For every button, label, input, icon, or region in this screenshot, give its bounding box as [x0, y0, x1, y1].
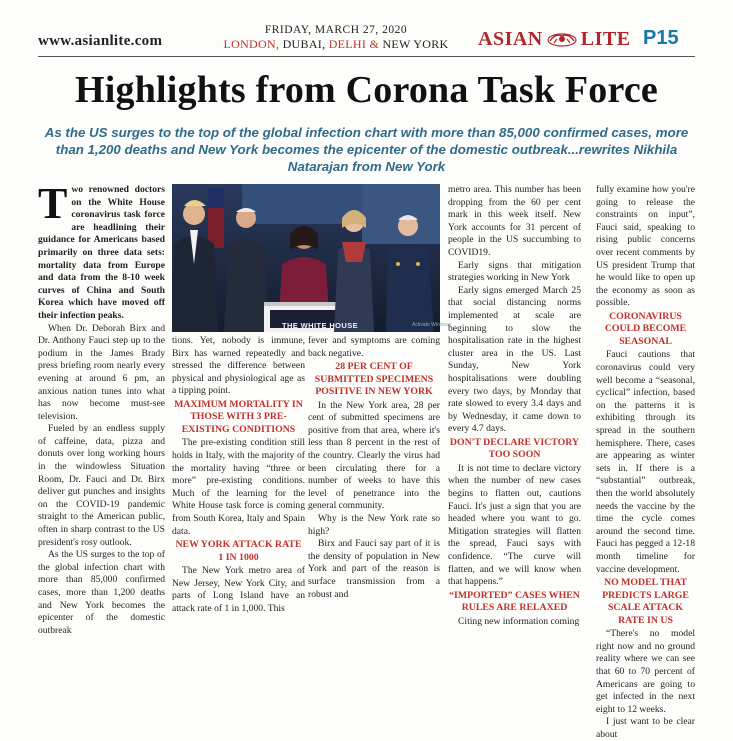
lede-text: wo renowned doctors on the White House coronavirus task force are headlining their guidance for Americans based primarily on three data sets: mortality data from Europe and data from the 8-10 week curves of China and South Korea which have moved off their infection peaks.: [38, 184, 165, 321]
svg-text:Activate Windows: Activate Windows: [412, 322, 452, 328]
lion-emblem-icon: [545, 30, 579, 48]
body-paragraph: When Dr. Deborah Birx and Dr. Anthony Fauci step up to the podium in the James Brady press briefing room nearly every evening at around 6 pm, an anxious nation tunes into what has now become must-see television.: [38, 322, 165, 422]
body-paragraph: Birx and Fauci say part of it is the density of population in New York and part of the reason is surface transmission from a robust and: [308, 538, 440, 600]
subhead: 28 PER CENT OF SUBMITTED SPECIMENS POSITIVE IN NEW YORK: [314, 361, 434, 398]
edition-cities: LONDON, DUBAI, DELHI & NEW YORK: [223, 37, 449, 51]
lede-paragraph: [38, 179, 165, 323]
column-2: [172, 335, 305, 616]
body-paragraph: Why is the New York rate so high?: [308, 513, 440, 537]
headline: Highlights from Corona Task Force: [74, 69, 658, 111]
body-paragraph: Fauci cautions that coronavirus could very well become a “seasonal, cyclical” infection, based on the patterns it is exhibiting through its spread in the southern hemisphere. There, cases are appearing as winter sets in. If there is a “substantial” outbreak, then the world absolutely needs the vaccine by the time the cycle comes around the second time. Fauci has pegged a 12-18 month timeline for vaccine development.: [596, 349, 695, 575]
drop-cap: T: [38, 179, 68, 228]
subhead: CORONAVIRUS COULD BECOME SEASONAL: [604, 310, 687, 347]
body-paragraph: Early signs that mitigation strategies working in New York: [448, 259, 581, 284]
subhead: “IMPORTED” CASES WHEN RULES ARE RELAXED: [449, 589, 580, 614]
column-1: [38, 179, 165, 637]
body-paragraph: Fueled by an endless supply of caffeine, data, pizza and donuts over long working hours in the windowless Situation Room, Dr. Fauci and Dr. Birx deliver gut punches and insights on the COVID-19 pandemic straight to the American public, often in sharp contrast to the US president's rosy outlook.: [38, 423, 165, 548]
body-paragraph: I just want to be clear about: [596, 716, 695, 740]
column-3: [308, 335, 440, 601]
photo-caption: THE WHITE HOUSE: [282, 321, 359, 330]
page-number: [643, 27, 679, 50]
city-london: LONDON: [223, 37, 276, 51]
body-paragraph: In the New York area, 28 per cent of submitted specimens are positive from that area, where it's less than 8 percent in the rest of the country. Clearly the virus had been circulating there for a number of weeks to have this level of penetrance into the general community.: [308, 399, 440, 512]
press-briefing-image: [172, 184, 452, 332]
body-paragraph: The pre-existing condition still holds in Italy, with the majority of the mortality having “three or more” pre-existing conditions. Much of the learning for the White House task force is coming from South Korea, Italy and Spain data.: [172, 437, 305, 537]
subhead: MAXIMUM MORTALITY IN THOSE WITH 3 PRE-EXISTING CONDITIONS: [174, 398, 303, 435]
column-4: [448, 184, 581, 628]
logo-word-lite: LITE: [580, 27, 631, 50]
body-paragraph: metro area. This number has been dropping from the 60 per cent mark in this week itself. New York accounts for 31 percent of people in the US succumbing to COVID19.: [448, 184, 581, 258]
city-dubai: DUBAI: [282, 37, 323, 51]
body-paragraph: As the US surges to the top of the global infection chart with more than 85,000 confirmed cases, more than 1,200 deaths and New York becomes the epicenter of the domestic outbreak: [38, 549, 165, 636]
city-new-york: NEW YORK: [382, 37, 449, 51]
masthead: [0, 0, 733, 58]
press-briefing-photo: [172, 184, 452, 332]
body-paragraph: tions. Yet, nobody is immune, Birx has warned repeatedly and stressed the difference between physical and physiological age as a tipping point.: [172, 335, 305, 397]
site-url[interactable]: www.asianlite.com: [38, 33, 163, 49]
body-paragraph: It is not time to declare victory when the number of new cases begins to flatten out, cautions Fauci. It's just a sign that you are headed where you want to go. Mitigation strategies will flatten the spread, Fauci says with confidence. “The curve will flatten, and we will know when that happens.”: [448, 462, 581, 588]
body-paragraph: “There's no model right now and no ground reality where we can see that 60 to 70 percent of Americans are going to get infected in the next eight to 12 weeks.: [596, 628, 695, 715]
dateline: FRIDAY, MARCH 27, 2020: [264, 24, 408, 36]
standfirst: As the US surges to the top of the global infection chart with more than 85,000 confirmed cases, more than 1,200 deaths and New York becomes the epicenter of the domestic outbreak...rewrites Nikhila Natarajan from New York: [44, 125, 689, 174]
city-delhi: DELHI: [328, 37, 367, 51]
page-number-value: 15: [656, 27, 679, 49]
masthead-rule: [38, 56, 695, 57]
logo-word-asian: ASIAN: [478, 27, 543, 50]
subhead: NO MODEL THAT PREDICTS LARGE SCALE ATTACK RATE IN US: [602, 577, 689, 626]
body-paragraph: fully examine how you're going to release the constraints on input”, Fauci said, speaking to rising public concerns over recent comments by US president Trump that he would like to open up the economy as soon as possible.: [596, 184, 695, 309]
subhead: DON'T DECLARE VICTORY TOO SOON: [449, 436, 580, 461]
body-paragraph: The New York metro area of New Jersey, New York City, and parts of Long Island have an attack rate of 1 in 1,000. This: [172, 565, 305, 614]
asianlite-logo: [478, 27, 631, 51]
body-paragraph: Early signs emerged March 25 that social distancing norms implemented at scale are beginning to slow the hospitalisation rate in the highest cluster area in the US. Last Sunday, New York hospitalisations were doubling every two days, by Monday that rate slowed to every 3.4 days and by Wednesday, it came down to every 4.7 days.: [448, 284, 581, 435]
page-prefix: P: [643, 27, 657, 49]
body-paragraph: Citing new information coming: [458, 615, 580, 627]
body-paragraph: fever and symptoms are coming back negative.: [308, 335, 440, 359]
subhead: NEW YORK ATTACK RATE 1 IN 1000: [175, 539, 302, 563]
column-5: [596, 184, 695, 741]
